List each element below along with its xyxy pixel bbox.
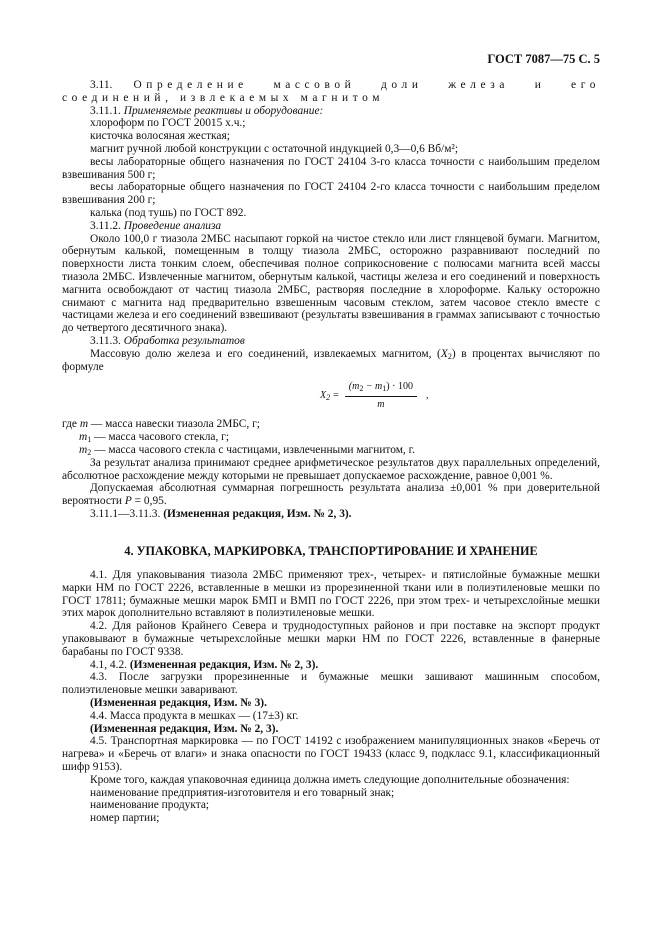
revision-note: (Измененная редакция, Изм. № 2, 3). — [129, 658, 319, 671]
formula-fraction — [345, 381, 417, 412]
formula-var: X — [320, 390, 327, 402]
revision-note: (Измененная редакция, Изм. № 2, 3). — [163, 507, 352, 520]
paragraph — [62, 207, 600, 220]
paragraph — [62, 233, 600, 335]
italic-text: P — [124, 495, 132, 508]
text-segment: 3.11. — [90, 79, 134, 91]
section-4 — [62, 569, 600, 825]
paragraph — [62, 710, 600, 723]
text-segment: 3.11.1. — [90, 104, 124, 117]
paragraph — [62, 620, 600, 658]
text-segment: 3.11.3. — [90, 334, 124, 347]
italic-text: m — [79, 418, 89, 431]
formula-var: (m — [348, 381, 360, 393]
text-segment: 4.5. Транспортная маркировка — по ГОСТ 14192 с изображением манипуляционных знаков «Беречь от нагрева» и «Беречь от влаги» и знака опасности по ГОСТ 19433 (класс 9, подкласс 9.1, классификационный шифр 9153). — [62, 735, 600, 773]
formula-lhs — [320, 390, 330, 403]
paragraph — [62, 431, 600, 444]
paragraph — [62, 774, 600, 787]
paragraph — [62, 671, 600, 697]
text-segment: — масса навески тиазола 2МБС, г; — [88, 418, 260, 431]
text-segment: 3.11.1—3.11.3. — [90, 507, 164, 520]
text-segment: где — [62, 418, 80, 431]
text-segment: 3.11.2. — [90, 219, 124, 232]
paragraph — [62, 105, 600, 118]
text-segment: — масса часового стекла, г; — [91, 431, 230, 444]
formula-sub: 2 — [326, 393, 331, 403]
paragraph — [62, 335, 600, 348]
formula-numerator — [345, 381, 417, 397]
italic-text: Обработка результатов — [123, 334, 245, 347]
paragraph — [62, 156, 600, 182]
text-segment: 4.4. Масса продукта в мешках — (17±3) кг. — [90, 709, 299, 722]
formula-text: ) · 100 — [386, 381, 413, 393]
italic-text: X — [440, 347, 448, 360]
text-segment: За результат анализа принимают среднее арифметическое результатов двух параллельных определений, абсолютное расхождение между которыми не превышает допускаемое расхождение, равное 0,001 %. — [62, 456, 600, 482]
paragraph — [62, 130, 600, 143]
text-segment: Массовую долю железа и его соединений, извлекаемых магнитом, ( — [90, 347, 441, 360]
paragraph — [62, 659, 600, 672]
paragraph — [62, 697, 600, 710]
italic-text: Применяемые реактивы и оборудование: — [123, 104, 324, 117]
text-segment: 4.3. После загрузки прорезиненные и бумажные мешки зашивают машинным способом, полиэтиленовые мешки заваривают. — [62, 671, 600, 697]
paragraph — [62, 799, 600, 812]
formula-comma: , — [425, 390, 429, 402]
page-header: ГОСТ 7087—75 С. 5 — [487, 52, 600, 66]
paragraph — [62, 79, 600, 105]
text-segment: весы лабораторные общего назначения по ГОСТ 24104 3-го класса точности с наибольшим пределом взвешивания 500 г; — [62, 155, 600, 181]
revision-note: (Измененная редакция, Изм. № 3). — [90, 696, 267, 709]
paragraph — [62, 181, 600, 207]
text-segment: весы лабораторные общего назначения по ГОСТ 24104 2-го класса точности с наибольшим пределом взвешивания 200 г; — [62, 181, 600, 207]
text-segment: Около 100,0 г тиазола 2МБС насыпают горкой на чистое стекло или лист глянцевой бумаги. Магнитом, обернутым калькой, помещенным в толщу тиазола 2МБС, осторожно разравнивают последний по поверхности листа тонким слоем, обеспечивая полное соприкосновение с полюсами магнита всей массы тиазола 2МБС. Извлеченные магнитом, обернутым калькой, частицы железа и его соединений и поверхность магнита освобождают от частиц тиазола 2МБС, растворяя последние в хлороформе. Кальку осторожно снимают с магнита над предварительно взвешенным часовым стеклом, затем часовое стекло вместе с частицами железа и его соединений взвешивают (результаты взвешивания в граммах записывают с точностью до четвертого десятичного знака). — [62, 232, 600, 335]
text-segment: 4.2. Для районов Крайнего Севера и труднодоступных районов и при поставке на экспорт продукт упаковывают в бумажные четырехслойные мешки марки НМ по ГОСТ 2226, вставленные в фанерные барабаны по ГОСТ 9338. — [62, 620, 600, 658]
italic-text: Проведение анализа — [123, 219, 222, 232]
text-segment: Кроме того, каждая упаковочная единица должна иметь следующие дополнительные обозначения: — [90, 773, 570, 786]
paragraph — [62, 787, 600, 800]
paragraph — [62, 482, 600, 508]
formula-equals: = — [333, 390, 339, 402]
paragraph — [62, 143, 600, 156]
formula-sub: 2 — [359, 384, 364, 394]
italic-text: m — [79, 431, 88, 444]
text-segment: магнит ручной любой конструкции с остаточной индукцией 0,3—0,6 Вб/м²; — [90, 142, 459, 155]
paragraph — [62, 508, 600, 521]
text-segment: = 0,95. — [131, 495, 167, 508]
text-segment: наименование предприятия-изготовителя и его товарный знак; — [90, 786, 395, 799]
paragraph — [62, 457, 600, 483]
text-segment: калька (под тушь) по ГОСТ 892. — [90, 206, 247, 219]
text-segment: 4.1, 4.2. — [90, 658, 130, 671]
formula-var: − m — [363, 381, 383, 393]
paragraph — [62, 444, 600, 457]
section-3-11 — [62, 79, 600, 521]
formula — [62, 379, 600, 411]
section-4-heading: 4. УПАКОВКА, МАРКИРОВКА, ТРАНСПОРТИРОВАНИЕ И ХРАНЕНИЕ — [124, 544, 538, 558]
paragraph — [62, 569, 600, 620]
text-segment: — масса часового стекла с частицами, извлеченными магнитом, г. — [91, 443, 415, 456]
paragraph — [62, 723, 600, 736]
text-segment: номер партии; — [90, 812, 160, 825]
subscript: 2 — [87, 447, 92, 457]
text-segment: Допускаемая абсолютная суммарная погрешность результата анализа ±0,001 % при доверительной вероятности — [62, 482, 600, 508]
paragraph — [62, 735, 600, 773]
paragraph — [62, 418, 600, 431]
formula-sub: 1 — [382, 384, 387, 394]
paragraph — [62, 220, 600, 233]
text-segment: 4.1. Для упаковывания тиазола 2МБС применяют трех-, четырех- и пятислойные бумажные мешки марки НМ по ГОСТ 2226, вставленные в мешки из прорезиненной ткани или в полиэтиленовые мешки по ГОСТ 17811; бумажные мешки марок БМП и ВМП по ГОСТ 2226, при этом трех- и четырехслойные мешки этих марок дополнительно вставляют в полиэтиленовые мешки. — [62, 569, 600, 620]
subscript: 1 — [87, 435, 92, 445]
text-segment: кисточка волосяная жесткая; — [90, 130, 230, 143]
formula-denominator: m — [377, 399, 385, 411]
revision-note: (Измененная редакция, Изм. № 2, 3). — [90, 722, 279, 735]
text-segment: ) в процентах вычисляют по формуле — [62, 347, 600, 373]
text-segment: хлороформ по ГОСТ 20015 х.ч.; — [90, 117, 246, 130]
paragraph — [62, 348, 600, 374]
paragraph — [62, 117, 600, 130]
italic-text: m — [79, 443, 88, 456]
paragraph — [62, 812, 600, 825]
text-segment: наименование продукта; — [90, 799, 210, 812]
subscript: 2 — [447, 351, 452, 361]
spaced-title: Определение массовой доли железа и его соединений, извлекаемых магнитом — [62, 79, 600, 104]
